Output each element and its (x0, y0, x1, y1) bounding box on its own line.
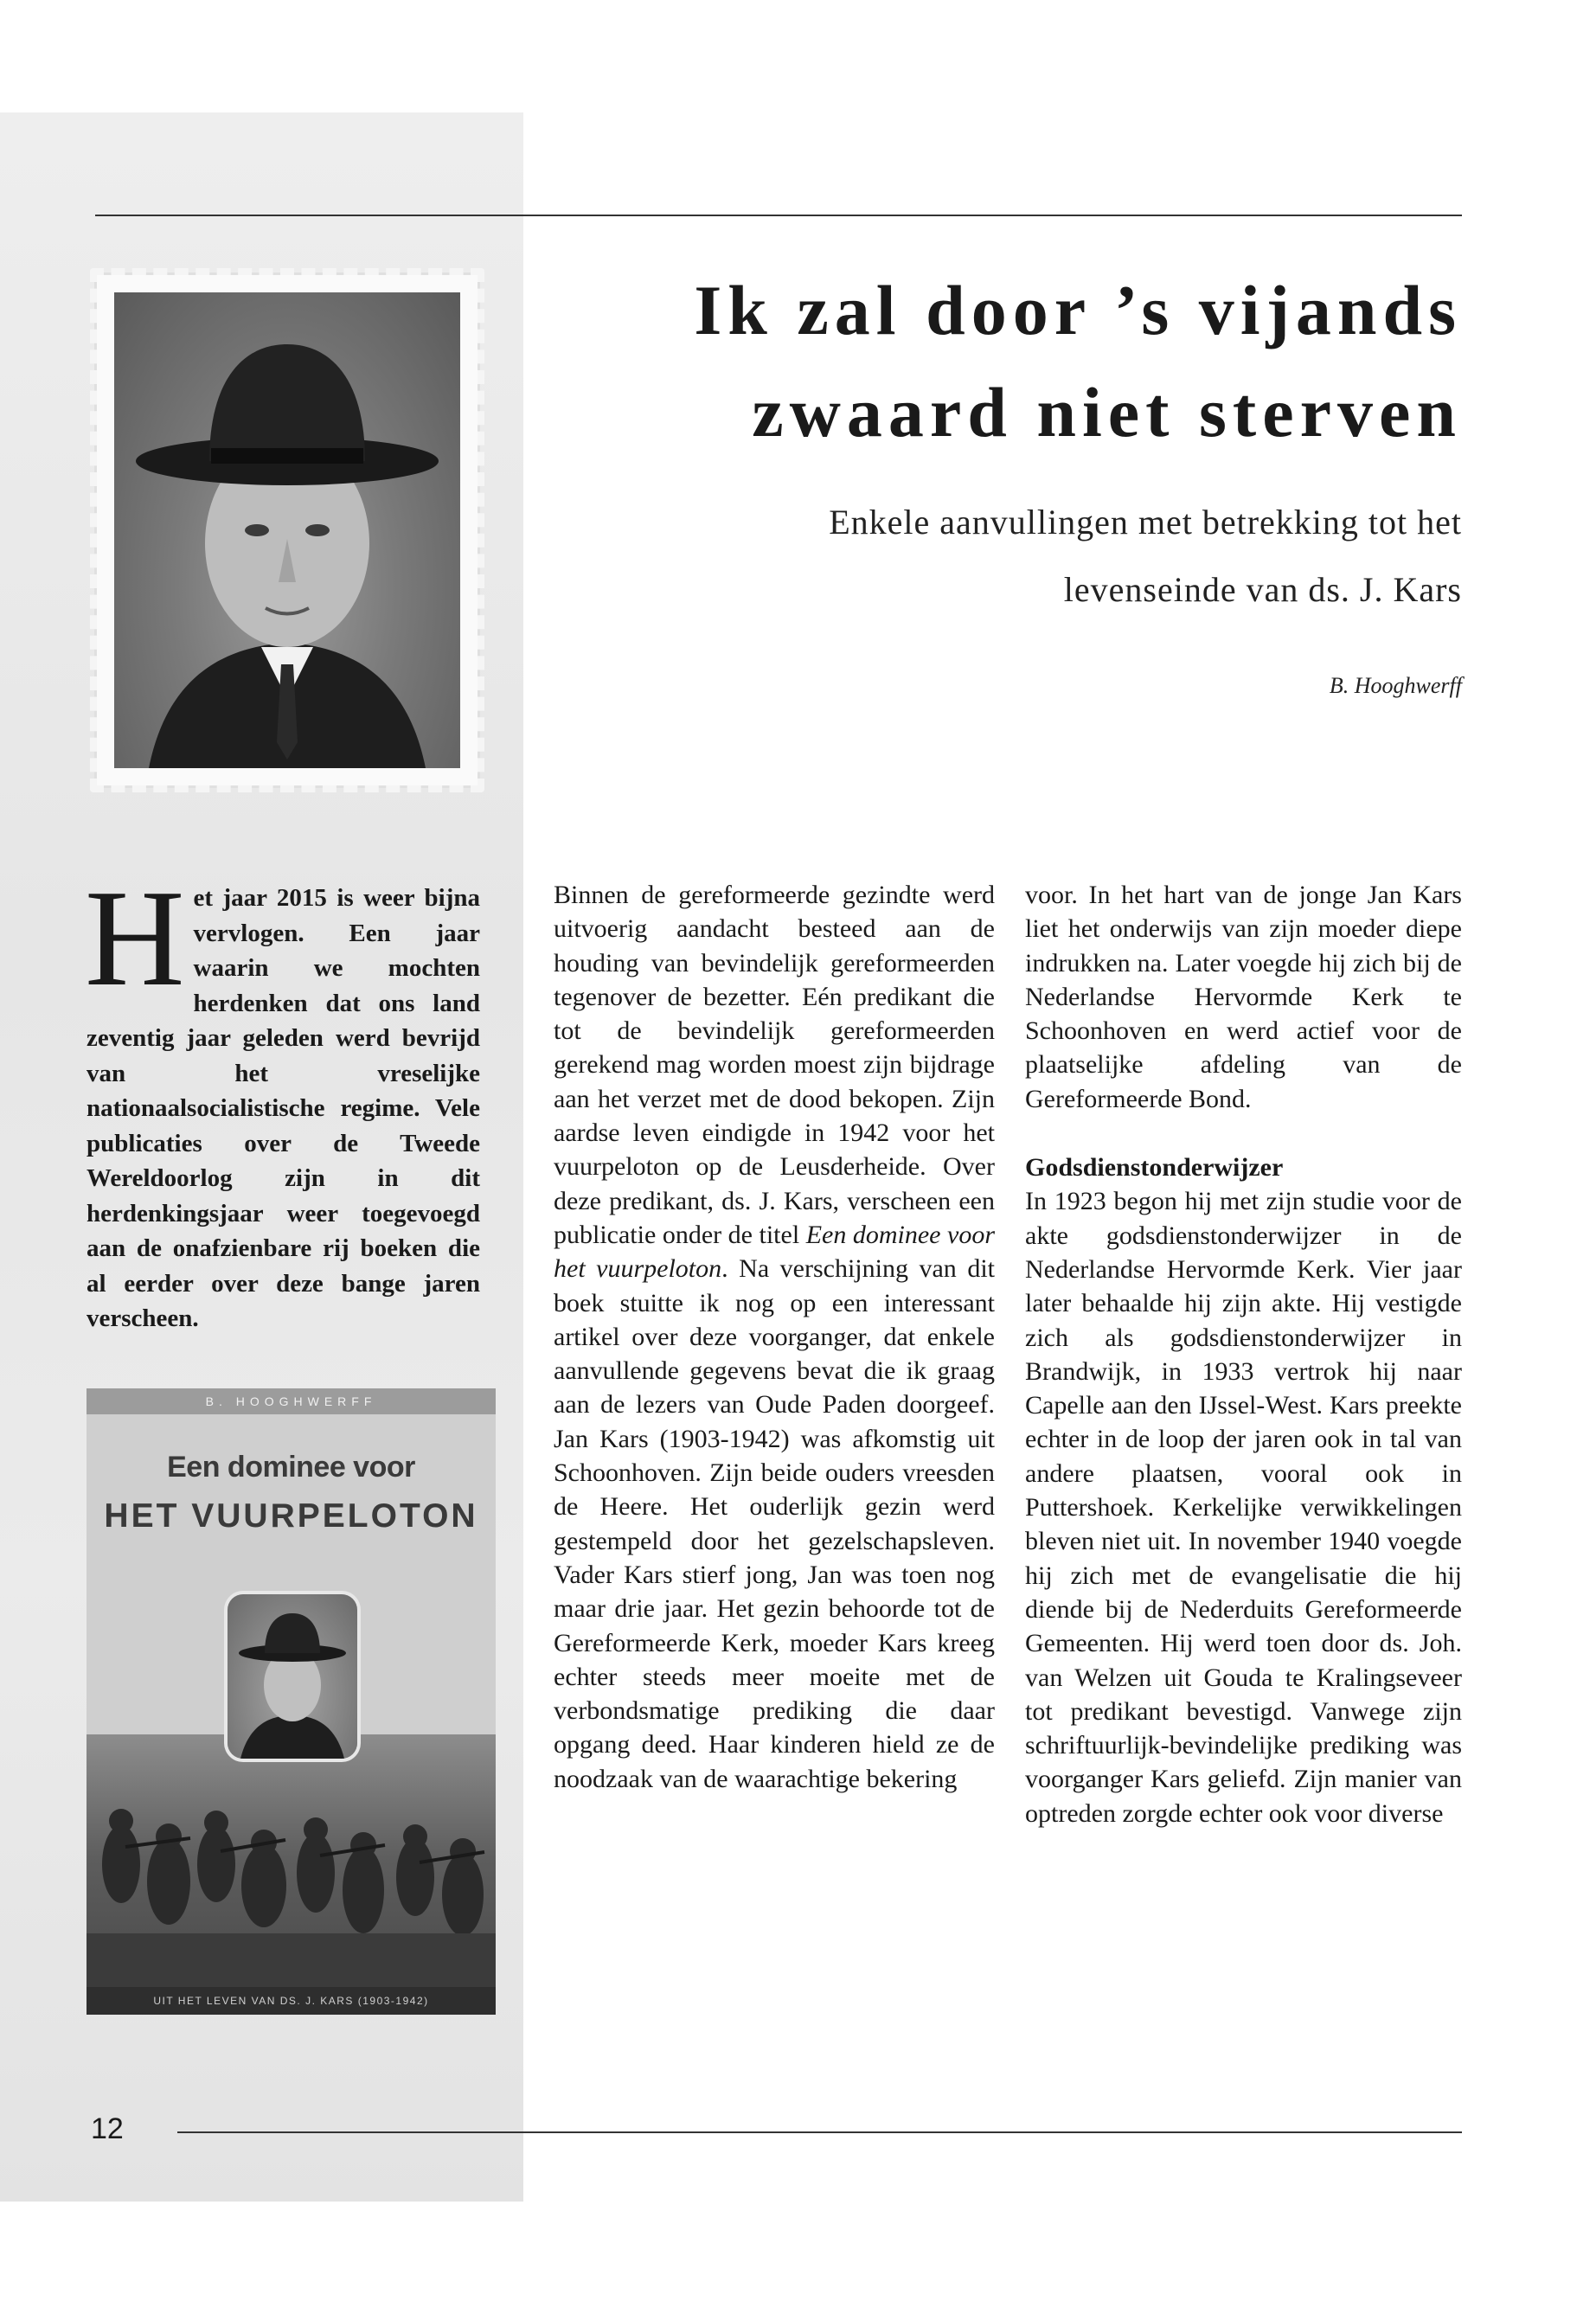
paragraph: In 1923 begon hij met zijn studie voor de akte godsdienstonderwijzer in de Nederlandse Hervormde Kerk. Vier jaar later behaalde hij zijn akte. Hij vestigde zich als godsdienstonderwijzer in Brandwijk, in 1933 vertrok hij naar Capelle aan den IJssel-West. Kars preekte echter in de loop der jaren ook in tal van andere plaatsen, vooral ook in Puttershoek. Kerkelijke verwikkelingen bleven niet uit. In november 1940 voegde hij zich met de evangelisatie die hij diende bij de Nederduits Gereformeerde Gemeenten. Hij werd toen door ds. Joh. van Welzen uit Gouda te Kralingseveer tot predikant bevestigd. Vanwege zijn schriftuurlijk-bevindelijke prediking was voorganger Kars geliefd. Zijn manier van optreden zorgde echter ook voor diverse (1025, 1187, 1462, 1828)
author-byline: B. Hooghwerff (1329, 673, 1462, 698)
book-cover-author: B. HOOGHWERFF (87, 1388, 496, 1414)
section-heading: Godsdienstonderwijzer (1025, 1153, 1284, 1183)
paragraph-text-part-2: . Na verschijning van dit boek stuitte ik nog op een interessant artikel over deze voorganger, dat enkele aanvullende gegevens bevat die ik graag aan de lezers van Oude Paden doorgeef. Jan Kars (1903-1942) was afkomstig uit Schoonhoven. Zijn beide ouders vreesden de Heere. Het ouderlijk gezin werd gestempeld door het gezelschapsleven. Vader Kars stierf jong, Jan was toen nog maar drie jaar. Het gezin behoorde tot de Gereformeerde Kerk, moeder Kars kreeg echter steeds meer moeite met de verbondsmatige prediking die daar opgang deed. Haar kinderen hield ze de noodzaak van de waarachtige bekering (554, 1254, 995, 1793)
body-column-middle (554, 878, 995, 1796)
paragraph (554, 878, 995, 1796)
drop-cap: H (85, 861, 185, 1015)
article-title (510, 260, 1462, 464)
bottom-rule (177, 2131, 1462, 2133)
paragraph: voor. In het hart van de jonge Jan Kars liet het onderwijs van zijn moeder diepe indrukken na. Later voegde hij zich bij de Nederlandse Hervormde Kerk te Schoonhoven en werd actief voor de plaatselijke afdeling van de Gereformeerde Bond. (1025, 881, 1462, 1113)
book-cover-footer: UIT HET LEVEN VAN DS. J. KARS (1903-1942) (87, 1987, 496, 2015)
portrait-photo (114, 292, 460, 768)
portrait-photo-frame (97, 275, 478, 785)
title-line-1: Ik zal door ’s vijands (694, 271, 1462, 349)
book-cover-title-line-2: HET VUURPELOTON (104, 1497, 478, 1535)
book-cover-title-line-1: Een dominee voor (167, 1451, 415, 1484)
intro-text: et jaar 2015 is weer bijna vervlogen. Een jaar waarin we mochten herdenken dat ons land zeventig jaar geleden werd bevrijd van het vreselijke nationaalsocialistische regime. Vele publicaties over de Tweede Wereldoorlog zijn in dit herdenkingsjaar weer toegevoegd aan de onafzienbare rij boeken die al eerder over deze bange jaren verscheen. (87, 884, 480, 1332)
book-cover-battle-scene (87, 1734, 496, 1987)
page-number: 12 (91, 2112, 124, 2145)
body-column-right (1025, 878, 1462, 1830)
article-subtitle (597, 489, 1462, 624)
subtitle-line-1: Enkele aanvullingen met betrekking tot het (829, 503, 1462, 542)
paragraph-text-part-1: Binnen de gereformeerde gezindte werd uitvoerig aandacht besteed aan de houding van bevindelijk gereformeerden tegenover de bezetter. Eén predikant die tot de bevindelijk gereformeerden gerekend mag worden moest zijn bijdrage aan het verzet met de dood bekopen. Zijn aardse leven eindigde in 1942 voor het vuurpeloton op de Leusderheide. Over deze predikant, ds. J. Kars, verscheen een publicatie onder de titel (554, 881, 995, 1249)
book-cover-portrait (228, 1594, 357, 1759)
book-cover-image (87, 1388, 496, 2015)
top-rule (95, 215, 1462, 216)
title-line-2: zwaard niet sterven (752, 373, 1462, 452)
intro-paragraph (85, 861, 480, 1336)
paragraph-spacer (1025, 1116, 1462, 1150)
subtitle-line-2: levenseinde van ds. J. Kars (1063, 570, 1462, 609)
book-title-italic: Een dominee voor het vuurpeloton (554, 1220, 996, 1284)
